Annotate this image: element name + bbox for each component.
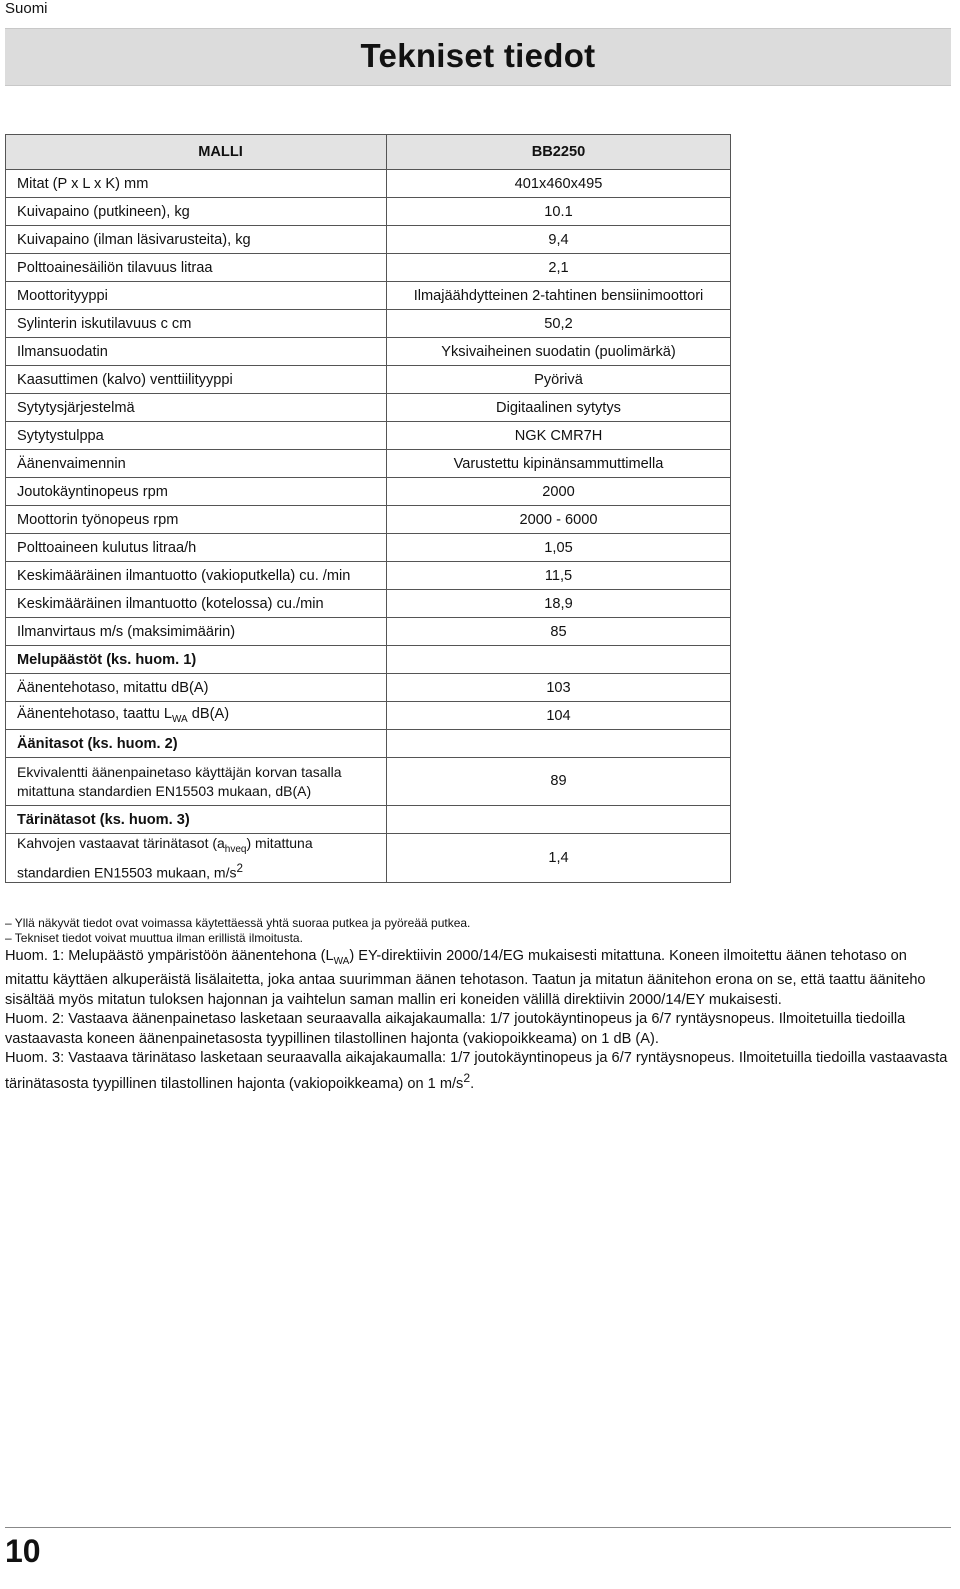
table-row bbox=[6, 282, 731, 310]
section-empty-cell bbox=[387, 806, 731, 834]
spec-value: 10.1 bbox=[387, 198, 731, 226]
section-empty-cell bbox=[387, 730, 731, 758]
spec-label: Kuivapaino (putkineen), kg bbox=[6, 198, 387, 226]
label-subscript: WA bbox=[171, 713, 188, 725]
label-text: ) mitattuna bbox=[246, 835, 313, 851]
spec-value: 85 bbox=[387, 618, 731, 646]
section-heading: Tärinätasot (ks. huom. 3) bbox=[6, 806, 387, 834]
spec-label: Moottorin työnopeus rpm bbox=[6, 506, 387, 534]
language-label: Suomi bbox=[5, 0, 48, 17]
table-row bbox=[6, 834, 731, 883]
spec-value: NGK CMR7H bbox=[387, 422, 731, 450]
note-1 bbox=[5, 947, 951, 1010]
spec-value: Yksivaiheinen suodatin (puolimärkä) bbox=[387, 338, 731, 366]
note-3 bbox=[5, 1049, 951, 1094]
label-line: Ekvivalentti äänenpainetaso käyttäjän korvan tasalla bbox=[17, 763, 342, 780]
label-text: Kahvojen vastaavat tärinätasot (a bbox=[17, 835, 225, 851]
table-header-row bbox=[6, 135, 731, 170]
spec-label: Ilmansuodatin bbox=[6, 338, 387, 366]
table-row bbox=[6, 562, 731, 590]
table-row bbox=[6, 702, 731, 730]
spec-value: 18,9 bbox=[387, 590, 731, 618]
spec-value: 9,4 bbox=[387, 226, 731, 254]
spec-value: 1,05 bbox=[387, 534, 731, 562]
table-row bbox=[6, 310, 731, 338]
spec-label bbox=[6, 834, 387, 883]
spec-label: Sytytysjärjestelmä bbox=[6, 394, 387, 422]
note-1-text-a: Huom. 1: Melupäästö ympäristöön äänentehona (L bbox=[5, 948, 334, 964]
spec-label: Keskimääräinen ilmantuotto (kotelossa) cu./min bbox=[6, 590, 387, 618]
section-heading: Melupäästöt (ks. huom. 1) bbox=[6, 646, 387, 674]
spec-label: Polttoainesäiliön tilavuus litraa bbox=[6, 254, 387, 282]
label-text: dB(A) bbox=[187, 706, 230, 723]
note-1-sub: WA bbox=[333, 955, 350, 967]
spec-label: Joutokäyntinopeus rpm bbox=[6, 478, 387, 506]
spec-value: Varustettu kipinänsammuttimella bbox=[387, 450, 731, 478]
spec-value: 11,5 bbox=[387, 562, 731, 590]
label-text: standardien EN15503 mukaan, m/s bbox=[17, 864, 237, 881]
table-row bbox=[6, 254, 731, 282]
note-1-text-b: ) EY-direktiivin 2000/14/EG mukaisesti mitattuna. Koneen ilmoitettu äänen tehotaso on mitattu käyttäen alkuperäistä lisälaitetta, joka antaa suurimman äänen tehotason. Taatun ja mitatun äänitehon erona on se, että taattu äänitehο sisältää myös mitatun tuloksen hajonnan ja vaihtelun saman mallin eri koneiden välillä direktiivin 2000/14/EY mukaisesti. bbox=[5, 948, 926, 1008]
spec-value: 89 bbox=[387, 758, 731, 806]
table-row bbox=[6, 758, 731, 806]
table-row bbox=[6, 618, 731, 646]
label-superscript: 2 bbox=[236, 861, 243, 875]
spec-label: Keskimääräinen ilmantuotto (vakioputkella) cu. /min bbox=[6, 562, 387, 590]
spec-value: 103 bbox=[387, 674, 731, 702]
table-row bbox=[6, 674, 731, 702]
table-row bbox=[6, 394, 731, 422]
table-row bbox=[6, 170, 731, 198]
spec-value: 2000 - 6000 bbox=[387, 506, 731, 534]
spec-value: 2,1 bbox=[387, 254, 731, 282]
note-3-text-a: Huom. 3: Vastaava tärinätaso lasketaan seuraavalla aikajakaumalla: 1/7 joutokäyntinopeus ja 6/7 ryntäysnopeus. Ilmoitetuilla tiedoilla vastaavasta tärinätasosta tyypillinen tilastollinen hajonta (vakiopoikkeama) on 1 m/s bbox=[5, 1050, 948, 1092]
table-row bbox=[6, 198, 731, 226]
table-row bbox=[6, 478, 731, 506]
table-row bbox=[6, 338, 731, 366]
spec-label: Moottorityyppi bbox=[6, 282, 387, 310]
table-row bbox=[6, 450, 731, 478]
model-value: BB2250 bbox=[387, 135, 731, 170]
spec-value: 50,2 bbox=[387, 310, 731, 338]
spec-label: Polttoaineen kulutus litraa/h bbox=[6, 534, 387, 562]
spec-value: Digitaalinen sytytys bbox=[387, 394, 731, 422]
table-row bbox=[6, 226, 731, 254]
note-3-text-b: . bbox=[470, 1075, 475, 1092]
page-title: Tekniset tiedot bbox=[360, 37, 596, 74]
section-heading: Äänitasot (ks. huom. 2) bbox=[6, 730, 387, 758]
spec-label: Kuivapaino (ilman läsivarusteita), kg bbox=[6, 226, 387, 254]
spec-value: 104 bbox=[387, 702, 731, 730]
section-row-sound bbox=[6, 730, 731, 758]
spec-value: 2000 bbox=[387, 478, 731, 506]
spec-label: Kaasuttimen (kalvo) venttiilityyppi bbox=[6, 366, 387, 394]
spec-value: Ilmajäähdytteinen 2-tahtinen bensiinimoottori bbox=[387, 282, 731, 310]
note-2: Huom. 2: Vastaava äänenpainetaso lasketaan seuraavalla aikajakaumalla: 1/7 joutokäyntinopeus ja 6/7 ryntäysnopeus. Ilmoitetuilla tiedoilla vastaavasta koneen äänenpainetasosta tyypillinen tilastollinen hajonta (vakiopoikkeama) on 1 dB (A). bbox=[5, 1011, 906, 1047]
bullet-item: – Yllä näkyvät tiedot ovat voimassa käytettäessä yhtä suoraa putkea ja pyöreää putkea. bbox=[5, 916, 471, 930]
spec-label bbox=[6, 758, 387, 806]
spec-label: Sylinterin iskutilavuus c cm bbox=[6, 310, 387, 338]
bullet-item: – Tekniset tiedot voivat muuttua ilman erillistä ilmoitusta. bbox=[5, 931, 303, 945]
notes-block bbox=[5, 947, 951, 1094]
table-row bbox=[6, 366, 731, 394]
spec-label: Ilmanvirtaus m/s (maksimimäärin) bbox=[6, 618, 387, 646]
spec-label: Sytytystulppa bbox=[6, 422, 387, 450]
section-row-noise bbox=[6, 646, 731, 674]
label-subscript: hveq bbox=[224, 843, 247, 855]
title-bar bbox=[5, 28, 951, 86]
page-number: 10 bbox=[5, 1533, 41, 1569]
spec-label: Mitat (P x L x K) mm bbox=[6, 170, 387, 198]
spec-label: Äänentehotaso, mitattu dB(A) bbox=[6, 674, 387, 702]
table-row bbox=[6, 422, 731, 450]
spec-value: Pyörivä bbox=[387, 366, 731, 394]
table-row bbox=[6, 506, 731, 534]
spec-value: 1,4 bbox=[387, 834, 731, 883]
spec-value: 401x460x495 bbox=[387, 170, 731, 198]
section-row-vibration bbox=[6, 806, 731, 834]
footer-divider bbox=[5, 1527, 951, 1528]
spec-label bbox=[6, 702, 387, 730]
bullet-list bbox=[5, 916, 470, 946]
model-label: MALLI bbox=[6, 135, 387, 170]
table-row bbox=[6, 534, 731, 562]
table-row bbox=[6, 590, 731, 618]
spec-label: Äänenvaimennin bbox=[6, 450, 387, 478]
spec-table bbox=[5, 134, 731, 883]
note-3-sup: 2 bbox=[463, 1070, 471, 1085]
label-text: Äänentehotaso, taattu L bbox=[17, 706, 172, 723]
section-empty-cell bbox=[387, 646, 731, 674]
label-line: mitattuna standardien EN15503 mukaan, dB(A) bbox=[17, 782, 312, 799]
